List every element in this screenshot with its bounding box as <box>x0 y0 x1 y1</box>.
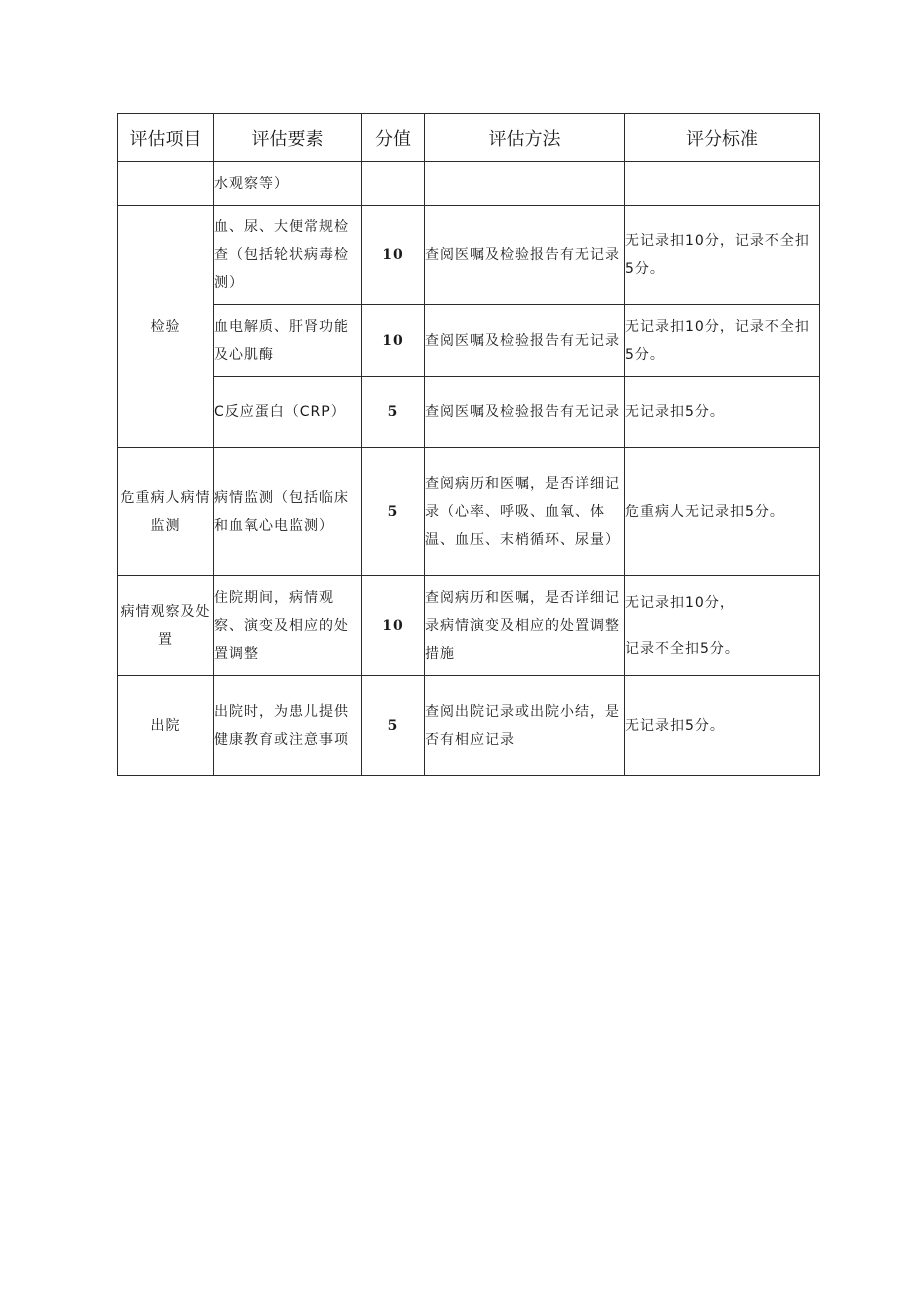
header-method: 评估方法 <box>425 114 625 162</box>
method-cell: 查阅医嘱及检验报告有无记录 <box>425 206 625 305</box>
element-cell: 血电解质、肝肾功能及心肌酶 <box>214 305 362 377</box>
table-row <box>118 576 820 676</box>
element-cell: 出院时，为患儿提供健康教育或注意事项 <box>214 676 362 776</box>
table-header-row <box>118 114 820 162</box>
score-cell: 10 <box>362 206 425 305</box>
criteria-cell: 无记录扣5分。 <box>625 676 820 776</box>
score-cell: 10 <box>362 305 425 377</box>
item-cell: 出院 <box>118 676 214 776</box>
table-row <box>118 676 820 776</box>
criteria-line: 无记录扣10分， <box>625 594 735 611</box>
criteria-cell: 无记录扣10分，记录不全扣5分。 <box>625 305 820 377</box>
item-cell: 病情观察及处置 <box>118 576 214 676</box>
method-cell <box>425 162 625 206</box>
item-cell: 检验 <box>118 206 214 448</box>
method-cell: 查阅病历和医嘱，是否详细记录（心率、呼吸、血氧、体温、血压、末梢循环、尿量） <box>425 448 625 576</box>
header-element: 评估要素 <box>214 114 362 162</box>
criteria-cell: 无记录扣5分。 <box>625 377 820 448</box>
method-cell: 查阅医嘱及检验报告有无记录 <box>425 305 625 377</box>
header-item: 评估项目 <box>118 114 214 162</box>
header-score: 分值 <box>362 114 425 162</box>
criteria-cell <box>625 576 820 676</box>
criteria-cell <box>625 162 820 206</box>
table-row <box>118 305 820 377</box>
table-row <box>118 162 820 206</box>
table-row <box>118 448 820 576</box>
element-cell: 血、尿、大便常规检查（包括轮状病毒检测） <box>214 206 362 305</box>
table-row <box>118 206 820 305</box>
score-cell: 5 <box>362 676 425 776</box>
item-cell: 危重病人病情监测 <box>118 448 214 576</box>
criteria-line: 记录不全扣5分。 <box>625 640 740 657</box>
element-cell: 病情监测（包括临床和血氧心电监测） <box>214 448 362 576</box>
score-cell: 10 <box>362 576 425 676</box>
criteria-cell: 无记录扣10分，记录不全扣5分。 <box>625 206 820 305</box>
criteria-cell: 危重病人无记录扣5分。 <box>625 448 820 576</box>
method-cell: 查阅医嘱及检验报告有无记录 <box>425 377 625 448</box>
method-cell: 查阅出院记录或出院小结，是否有相应记录 <box>425 676 625 776</box>
header-criteria: 评分标准 <box>625 114 820 162</box>
item-cell <box>118 162 214 206</box>
evaluation-table <box>117 113 820 776</box>
element-cell: 水观察等） <box>214 162 362 206</box>
score-cell <box>362 162 425 206</box>
table-row <box>118 377 820 448</box>
element-cell: 住院期间，病情观察、演变及相应的处置调整 <box>214 576 362 676</box>
criteria-spacer <box>625 617 819 635</box>
score-cell: 5 <box>362 377 425 448</box>
method-cell: 查阅病历和医嘱，是否详细记录病情演变及相应的处置调整措施 <box>425 576 625 676</box>
element-cell: C反应蛋白（CRP） <box>214 377 362 448</box>
score-cell: 5 <box>362 448 425 576</box>
